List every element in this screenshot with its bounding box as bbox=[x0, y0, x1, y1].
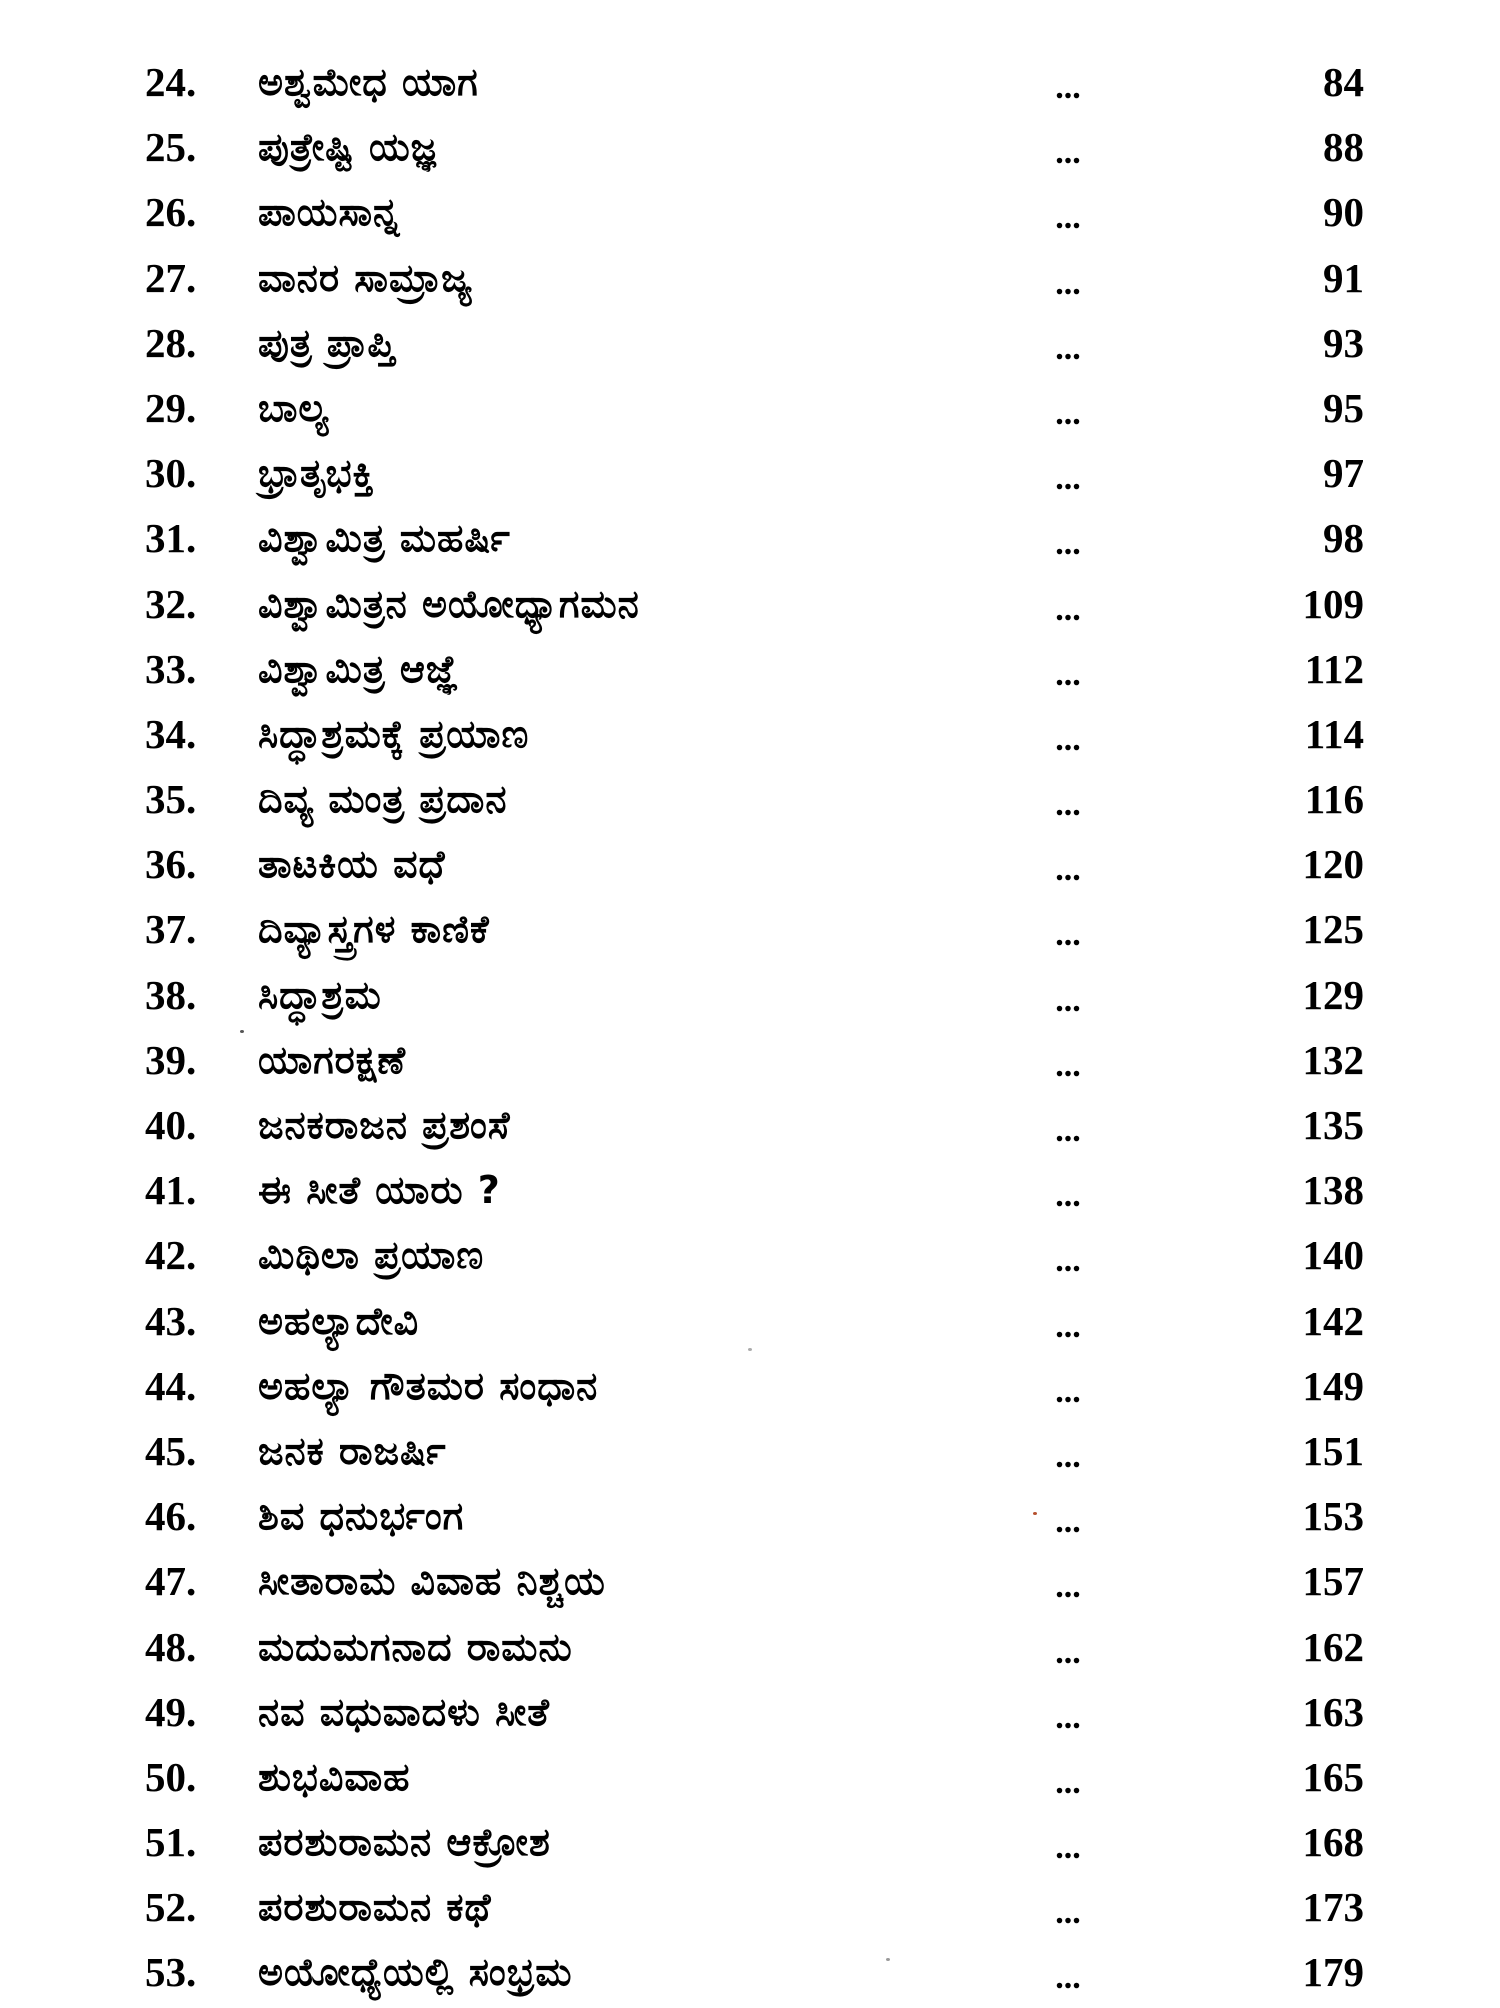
entry-title: ಅಹಲ್ಯಾದೇವಿ bbox=[258, 1298, 420, 1343]
entry-title: ವಾನರ ಸಾಮ್ರಾಜ್ಯ bbox=[258, 255, 473, 300]
entry-page-number: 132 bbox=[1302, 1036, 1364, 1083]
toc-entry-50 bbox=[0, 1747, 1500, 1812]
entry-page-number: 97 bbox=[1323, 450, 1364, 497]
leader-dots: ... bbox=[1055, 69, 1081, 106]
entry-number: 35. bbox=[145, 776, 197, 823]
leader-dots: ... bbox=[1055, 329, 1081, 367]
entry-number: 50. bbox=[145, 1753, 197, 1800]
entry-title: ವಿಶ್ವಾಮಿತ್ರನ ಅಯೋಧ್ಯಾಗಮನ bbox=[258, 581, 640, 626]
entry-number: 47. bbox=[145, 1558, 197, 1605]
entry-page-number: 179 bbox=[1302, 1949, 1364, 1996]
toc-entry-37 bbox=[0, 899, 1500, 964]
toc-entry-52 bbox=[0, 1877, 1500, 1942]
entry-page-number: 90 bbox=[1323, 189, 1364, 236]
entry-title: ದಿವ್ಯಾಸ್ತ್ರಗಳ ಕಾಣಿಕೆ bbox=[258, 907, 490, 952]
entry-page-number: 114 bbox=[1304, 710, 1364, 757]
toc-entry-49 bbox=[0, 1682, 1500, 1747]
entry-title: ಶಿವ ಧನುರ್ಭಂಗ bbox=[258, 1494, 465, 1539]
entry-page-number: 95 bbox=[1323, 384, 1364, 431]
leader-dots: ... bbox=[1055, 1307, 1081, 1345]
entry-title: ಭ್ರಾತೃಭಕ್ತಿ bbox=[258, 451, 375, 496]
entry-title: ಅಶ್ವಮೇಧ ಯಾಗ bbox=[258, 60, 479, 104]
leader-dots: ... bbox=[1055, 1763, 1081, 1801]
entry-number: 51. bbox=[145, 1819, 197, 1866]
entry-number: 41. bbox=[145, 1167, 197, 1214]
entry-title: ಅಹಲ್ಯಾ ಗೌತಮರ ಸಂಧಾನ bbox=[258, 1363, 599, 1408]
entry-page-number: 173 bbox=[1302, 1884, 1364, 1931]
leader-dots: ... bbox=[1055, 1829, 1081, 1867]
toc-entry-25 bbox=[0, 117, 1500, 182]
leader-dots: ... bbox=[1055, 1959, 1081, 1997]
entry-number: 32. bbox=[145, 580, 197, 627]
entry-number: 40. bbox=[145, 1102, 197, 1148]
entry-page-number: 112 bbox=[1304, 645, 1364, 692]
entry-number: 30. bbox=[145, 450, 197, 497]
entry-number: 24. bbox=[145, 59, 197, 105]
entry-page-number: 142 bbox=[1302, 1297, 1364, 1344]
entry-number: 34. bbox=[145, 710, 197, 757]
toc-entry-40 bbox=[0, 1095, 1500, 1160]
entry-page-number: 98 bbox=[1323, 515, 1364, 562]
entry-page-number: 129 bbox=[1302, 971, 1364, 1018]
entry-page-number: 120 bbox=[1302, 841, 1364, 888]
entry-page-number: 109 bbox=[1302, 580, 1364, 627]
entry-title: ಸಿದ್ಧಾಶ್ರಮ bbox=[258, 972, 382, 1017]
entry-title: ಜನಕರಾಜನ ಪ್ರಶಂಸೆ bbox=[258, 1103, 511, 1147]
entry-page-number: 162 bbox=[1302, 1623, 1364, 1670]
entry-title: ಸೀತಾರಾಮ ವಿವಾಹ ನಿಶ್ಚಯ bbox=[258, 1559, 606, 1604]
toc-entry-28 bbox=[0, 313, 1500, 378]
entry-title: ಮದುಮಗನಾದ ರಾಮನು bbox=[258, 1624, 573, 1669]
entry-number: 45. bbox=[145, 1427, 197, 1474]
entry-page-number: 140 bbox=[1302, 1232, 1364, 1279]
leader-dots: ... bbox=[1055, 1372, 1081, 1410]
entry-page-number: 157 bbox=[1302, 1558, 1364, 1605]
toc-entry-24 bbox=[0, 52, 1500, 117]
toc-entry-30 bbox=[0, 443, 1500, 508]
toc-entry-42 bbox=[0, 1225, 1500, 1290]
entry-title: ಪುತ್ರೇಷ್ಟಿ ಯಜ್ಞ bbox=[258, 125, 437, 170]
toc-entry-38 bbox=[0, 965, 1500, 1030]
entry-page-number: 84 bbox=[1323, 59, 1364, 105]
entry-page-number: 149 bbox=[1302, 1362, 1364, 1409]
leader-dots: ... bbox=[1055, 264, 1081, 302]
entry-page-number: 135 bbox=[1302, 1102, 1364, 1148]
entry-number: 26. bbox=[145, 189, 197, 236]
leader-dots: ... bbox=[1055, 1177, 1081, 1215]
entry-title: ಬಾಲ್ಯ bbox=[258, 385, 330, 430]
leader-dots: ... bbox=[1055, 590, 1081, 628]
entry-number: 46. bbox=[145, 1493, 197, 1540]
print-speck bbox=[886, 1958, 890, 1961]
entry-number: 49. bbox=[145, 1688, 197, 1735]
entry-number: 29. bbox=[145, 384, 197, 431]
entry-title: ಪಾಯಸಾನ್ನ bbox=[258, 190, 401, 235]
entry-title: ಪರಶುರಾಮನ ಕಥೆ bbox=[258, 1885, 492, 1930]
entry-page-number: 125 bbox=[1302, 906, 1364, 953]
entry-number: 36. bbox=[145, 841, 197, 888]
entry-title: ದಿವ್ಯ ಮಂತ್ರ ಪ್ರದಾನ bbox=[258, 777, 508, 822]
toc-entry-31 bbox=[0, 508, 1500, 573]
print-speck bbox=[240, 1030, 244, 1033]
toc-entry-45 bbox=[0, 1421, 1500, 1486]
leader-dots: ... bbox=[1055, 1698, 1081, 1736]
leader-dots: ... bbox=[1055, 1633, 1081, 1671]
toc-entry-48 bbox=[0, 1617, 1500, 1682]
entry-number: 42. bbox=[145, 1232, 197, 1279]
toc-entry-29 bbox=[0, 378, 1500, 443]
entry-page-number: 88 bbox=[1323, 124, 1364, 171]
entry-number: 39. bbox=[145, 1036, 197, 1083]
entry-page-number: 163 bbox=[1302, 1688, 1364, 1735]
leader-dots: ... bbox=[1055, 1112, 1081, 1149]
leader-dots: ... bbox=[1055, 394, 1081, 432]
toc-entry-51 bbox=[0, 1812, 1500, 1877]
print-speck bbox=[1033, 1512, 1037, 1515]
toc-entry-33 bbox=[0, 639, 1500, 704]
toc-entry-26 bbox=[0, 182, 1500, 247]
entry-number: 28. bbox=[145, 319, 197, 366]
entry-page-number: 165 bbox=[1302, 1753, 1364, 1800]
entry-title: ಈ ಸೀತೆ ಯಾರು ? bbox=[258, 1168, 501, 1213]
entry-number: 31. bbox=[145, 515, 197, 562]
entry-title: ಯಾಗರಕ್ಷಣೆ bbox=[258, 1037, 407, 1082]
entry-number: 44. bbox=[145, 1362, 197, 1409]
toc-entry-39 bbox=[0, 1030, 1500, 1095]
entry-title: ತಾಟಕಿಯ ವಧೆ bbox=[258, 842, 446, 887]
leader-dots: ... bbox=[1055, 981, 1081, 1019]
entry-number: 27. bbox=[145, 254, 197, 301]
leader-dots: ... bbox=[1055, 655, 1081, 693]
leader-dots: ... bbox=[1055, 1437, 1081, 1475]
leader-dots: ... bbox=[1055, 199, 1081, 237]
toc-entry-35 bbox=[0, 769, 1500, 834]
print-speck bbox=[748, 1348, 752, 1351]
toc-entry-32 bbox=[0, 574, 1500, 639]
toc-entry-41 bbox=[0, 1160, 1500, 1225]
leader-dots: ... bbox=[1055, 786, 1081, 824]
leader-dots: ... bbox=[1055, 916, 1081, 954]
toc-entry-27 bbox=[0, 248, 1500, 313]
entry-number: 43. bbox=[145, 1297, 197, 1344]
leader-dots: ... bbox=[1055, 1568, 1081, 1606]
entry-title: ಮಿಥಿಲಾ ಪ್ರಯಾಣ bbox=[258, 1233, 485, 1278]
leader-dots: ... bbox=[1055, 1503, 1081, 1541]
entry-title: ಸಿದ್ಧಾಶ್ರಮಕ್ಕೆ ಪ್ರಯಾಣ bbox=[258, 711, 530, 756]
entry-page-number: 153 bbox=[1302, 1493, 1364, 1540]
entry-title: ವಿಶ್ವಾಮಿತ್ರ ಆಜ್ಞೆ bbox=[258, 646, 460, 691]
entry-page-number: 138 bbox=[1302, 1167, 1364, 1214]
entry-number: 33. bbox=[145, 645, 197, 692]
entry-title: ಅಯೋಧ್ಯೆಯಲ್ಲಿ ಸಂಭ್ರಮ bbox=[258, 1950, 573, 1995]
entry-title: ಪರಶುರಾಮನ ಆಕ್ರೋಶ bbox=[258, 1820, 551, 1865]
toc-entry-47 bbox=[0, 1551, 1500, 1616]
toc-entry-53 bbox=[0, 1942, 1500, 2007]
toc-entry-44 bbox=[0, 1356, 1500, 1421]
leader-dots: ... bbox=[1055, 851, 1081, 889]
entry-title: ನವ ವಧುವಾದಳು ಸೀತೆ bbox=[258, 1689, 550, 1734]
entry-number: 52. bbox=[145, 1884, 197, 1931]
entry-number: 53. bbox=[145, 1949, 197, 1996]
entry-title: ವಿಶ್ವಾಮಿತ್ರ ಮಹರ್ಷಿ bbox=[258, 516, 511, 561]
entry-page-number: 93 bbox=[1323, 319, 1364, 366]
toc-entry-46 bbox=[0, 1486, 1500, 1551]
entry-page-number: 91 bbox=[1323, 254, 1364, 301]
entry-number: 38. bbox=[145, 971, 197, 1018]
toc-entry-43 bbox=[0, 1291, 1500, 1356]
table-of-contents bbox=[0, 52, 1500, 2008]
entry-page-number: 116 bbox=[1304, 776, 1364, 823]
leader-dots: ... bbox=[1055, 134, 1081, 172]
leader-dots: ... bbox=[1055, 1046, 1081, 1084]
entry-page-number: 151 bbox=[1302, 1427, 1364, 1474]
entry-number: 48. bbox=[145, 1623, 197, 1670]
entry-number: 25. bbox=[145, 124, 197, 171]
toc-entry-34 bbox=[0, 704, 1500, 769]
entry-page-number: 168 bbox=[1302, 1819, 1364, 1866]
leader-dots: ... bbox=[1055, 720, 1081, 758]
leader-dots: ... bbox=[1055, 1242, 1081, 1280]
entry-title: ಜನಕ ರಾಜರ್ಷಿ bbox=[258, 1428, 447, 1473]
entry-title: ಪುತ್ರ ಪ್ರಾಪ್ತಿ bbox=[258, 320, 396, 365]
leader-dots: ... bbox=[1055, 525, 1081, 563]
entry-number: 37. bbox=[145, 906, 197, 953]
leader-dots: ... bbox=[1055, 1894, 1081, 1932]
toc-entry-36 bbox=[0, 834, 1500, 899]
leader-dots: ... bbox=[1055, 460, 1081, 498]
entry-title: ಶುಭವಿವಾಹ bbox=[258, 1754, 411, 1799]
